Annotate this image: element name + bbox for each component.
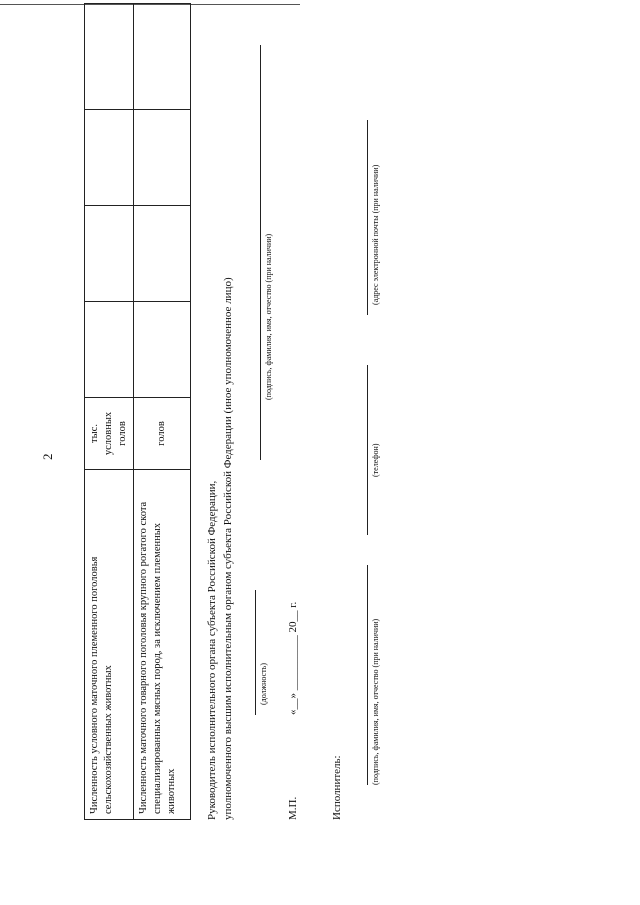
email-caption: (адрес электронной почты (при наличии)	[371, 164, 380, 305]
date-field: «__» __________ 20__ г.	[287, 601, 299, 715]
row-unit: тыс. условных голов	[85, 398, 134, 470]
executor-signature-caption: (подпись, фамилия, имя, отчество (при наличии)	[371, 618, 380, 785]
table-cell	[85, 4, 134, 110]
seal-mark: М.П.	[287, 796, 299, 820]
table-cell	[85, 110, 134, 206]
position-caption: (должность)	[259, 663, 268, 705]
table-cell	[134, 302, 191, 398]
phone-line	[367, 365, 368, 535]
executor-signature-line	[367, 565, 368, 785]
email-line	[367, 120, 368, 315]
table-cell	[134, 4, 191, 110]
row-label: Численность условного маточного племенного поголовья сельскохозяйственных животных	[85, 470, 134, 820]
livestock-table	[84, 3, 191, 820]
table-row	[85, 4, 134, 820]
page-number: 2	[40, 453, 55, 460]
head-title-line2: уполномоченного высшим исполнительным органом субъекта Российской Федерации (иное уполномоченное лицо)	[222, 277, 234, 820]
head-signature-caption: (подпись, фамилия, имя, отчество (при наличии)	[264, 233, 273, 400]
row-unit: голов	[134, 398, 191, 470]
position-line	[255, 590, 256, 715]
row-label: Численность маточного товарного поголовья крупного рогатого скота специализированных мясных пород, за исключением племенных животных	[134, 470, 191, 820]
head-title-line1: Руководитель исполнительного органа субъекта Российской Федерации,	[206, 480, 218, 820]
table-cell	[134, 110, 191, 206]
table-cell	[85, 302, 134, 398]
table-row	[134, 4, 191, 820]
table-cell	[85, 206, 134, 302]
table-cell	[134, 206, 191, 302]
executor-label: Исполнитель:	[331, 755, 343, 820]
head-signature-line	[260, 45, 261, 460]
phone-caption: (телефон)	[371, 443, 380, 477]
